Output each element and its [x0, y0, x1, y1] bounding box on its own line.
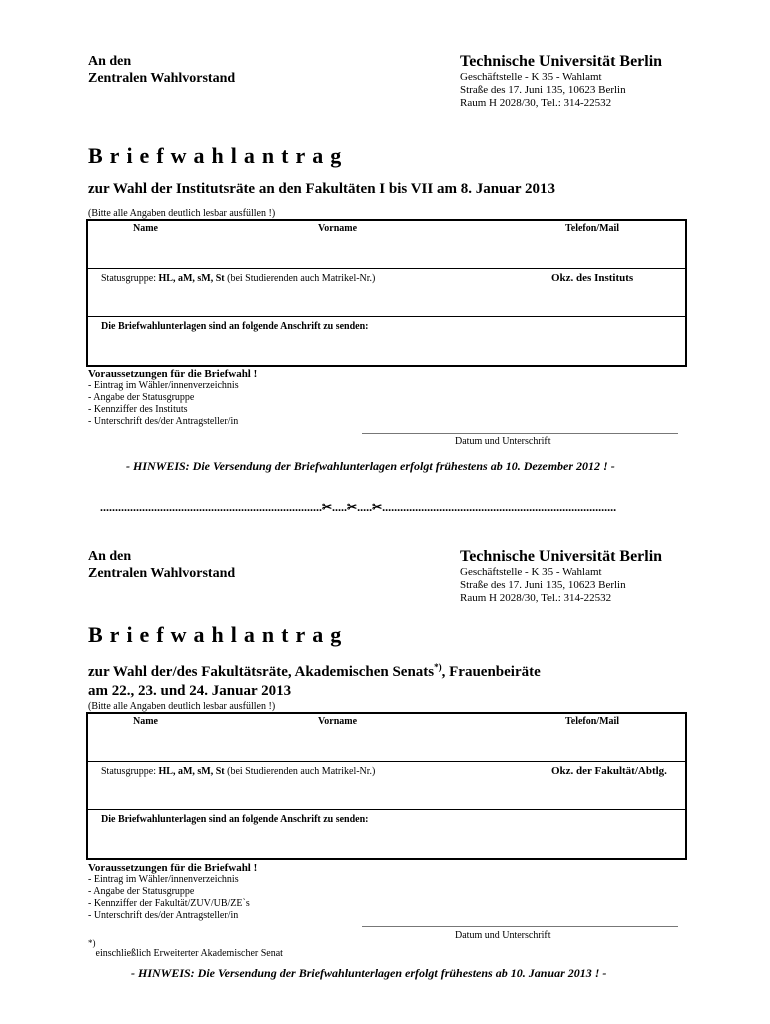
subtitle-dates: am 22., 23. und 24. Januar 2013: [88, 683, 292, 699]
footnote-text: einschließlich Erweiterter Akademischer Senat: [95, 948, 283, 960]
signature-line[interactable]: [362, 926, 678, 927]
okz-label: Okz. der Fakultät/Abtlg.: [551, 765, 667, 777]
address-line: Geschäftstelle - K 35 - Wahlamt: [460, 566, 602, 578]
column-name: Name: [133, 716, 158, 727]
requirements-list: [88, 874, 250, 922]
requirements-title: Voraussetzungen für die Briefwahl !: [88, 368, 258, 380]
status-input-area[interactable]: [88, 779, 684, 807]
footnote-marker: *): [88, 938, 96, 948]
election-subtitle: zur Wahl der Institutsräte an den Fakultäten I bis VII am 8. Januar 2013: [88, 181, 556, 197]
status-label: [101, 766, 375, 777]
requirement-item: - Kennziffer der Fakultät/ZUV/UB/ZE`s: [88, 898, 250, 909]
university-address: [460, 71, 626, 110]
name-input-area[interactable]: [88, 224, 684, 266]
requirements-list: [88, 380, 239, 428]
address-input-area[interactable]: [88, 827, 684, 857]
footnote: [88, 938, 283, 960]
divider: [87, 809, 686, 810]
address-label: Die Briefwahlunterlagen sind an folgende Anschrift zu senden:: [101, 321, 369, 332]
dispatch-note: - HINWEIS: Die Versendung der Briefwahlunterlagen erfolgt frühestens ab 10. Januar 2013 ! -: [131, 966, 607, 980]
requirements-title: Voraussetzungen für die Briefwahl !: [88, 862, 258, 874]
dispatch-note: - HINWEIS: Die Versendung der Briefwahlunterlagen erfolgt frühestens ab 10. Dezember 2012 ! -: [126, 459, 615, 473]
university-name: Technische Universität Berlin: [460, 548, 663, 565]
address-line: Raum H 2028/30, Tel.: 314-22532: [460, 592, 612, 604]
okz-label: Okz. des Instituts: [551, 272, 634, 284]
status-groups: HL, aM, sM, St: [158, 273, 225, 284]
address-input-area[interactable]: [88, 334, 684, 364]
column-vorname: Vorname: [318, 716, 358, 727]
fill-hint: (Bitte alle Angaben deutlich lesbar ausfüllen !): [88, 701, 276, 712]
footnote-marker: *): [434, 662, 442, 672]
recipient-line: Zentralen Wahlvorstand: [88, 71, 236, 86]
status-prefix: Statusgruppe:: [101, 766, 159, 777]
university-address: [460, 566, 626, 605]
status-prefix: Statusgruppe:: [101, 273, 159, 284]
election-subtitle: [88, 658, 541, 701]
column-telefon: Telefon/Mail: [565, 223, 620, 234]
signature-line[interactable]: [362, 433, 678, 434]
university-name: Technische Universität Berlin: [460, 53, 663, 70]
address-line: Straße des 17. Juni 135, 10623 Berlin: [460, 84, 626, 96]
address-line: Geschäftstelle - K 35 - Wahlamt: [460, 71, 602, 83]
address-line: Raum H 2028/30, Tel.: 314-22532: [460, 97, 612, 109]
requirement-item: - Unterschrift des/der Antragsteller/in: [88, 910, 239, 921]
fill-hint: (Bitte alle Angaben deutlich lesbar ausfüllen !): [88, 208, 276, 219]
status-label: [101, 273, 375, 284]
divider: [87, 316, 686, 317]
status-suffix: (bei Studierenden auch Matrikel-Nr.): [224, 273, 376, 284]
cut-line-scissors: ..........................................................................✂.....✂.....✂..............................................................................: [100, 500, 617, 514]
recipient-block: [88, 53, 235, 87]
document-title: Briefwahlantrag: [88, 143, 349, 168]
column-name: Name: [133, 223, 158, 234]
status-input-area[interactable]: [88, 286, 684, 314]
requirement-item: - Kennziffer des Instituts: [88, 404, 188, 415]
recipient-block: [88, 548, 235, 582]
divider: [87, 268, 686, 269]
subtitle-text: , Frauenbeiräte: [441, 664, 541, 680]
recipient-line: An den: [88, 54, 132, 69]
recipient-line: An den: [88, 549, 132, 564]
requirement-item: - Eintrag im Wähler/innenverzeichnis: [88, 874, 239, 885]
divider: [87, 761, 686, 762]
name-input-area[interactable]: [88, 717, 684, 759]
subtitle-text: zur Wahl der/des Fakultätsräte, Akademischen Senats: [88, 664, 435, 680]
status-suffix: (bei Studierenden auch Matrikel-Nr.): [224, 766, 376, 777]
address-label: Die Briefwahlunterlagen sind an folgende Anschrift zu senden:: [101, 814, 369, 825]
recipient-line: Zentralen Wahlvorstand: [88, 566, 236, 581]
requirement-item: - Unterschrift des/der Antragsteller/in: [88, 416, 239, 427]
signature-label: Datum und Unterschrift: [455, 930, 551, 941]
column-telefon: Telefon/Mail: [565, 716, 620, 727]
address-line: Straße des 17. Juni 135, 10623 Berlin: [460, 579, 626, 591]
status-groups: HL, aM, sM, St: [158, 766, 225, 777]
document-title: Briefwahlantrag: [88, 622, 349, 647]
column-vorname: Vorname: [318, 223, 358, 234]
requirement-item: - Angabe der Statusgruppe: [88, 886, 195, 897]
signature-label: Datum und Unterschrift: [455, 436, 551, 447]
requirement-item: - Eintrag im Wähler/innenverzeichnis: [88, 380, 239, 391]
requirement-item: - Angabe der Statusgruppe: [88, 392, 195, 403]
